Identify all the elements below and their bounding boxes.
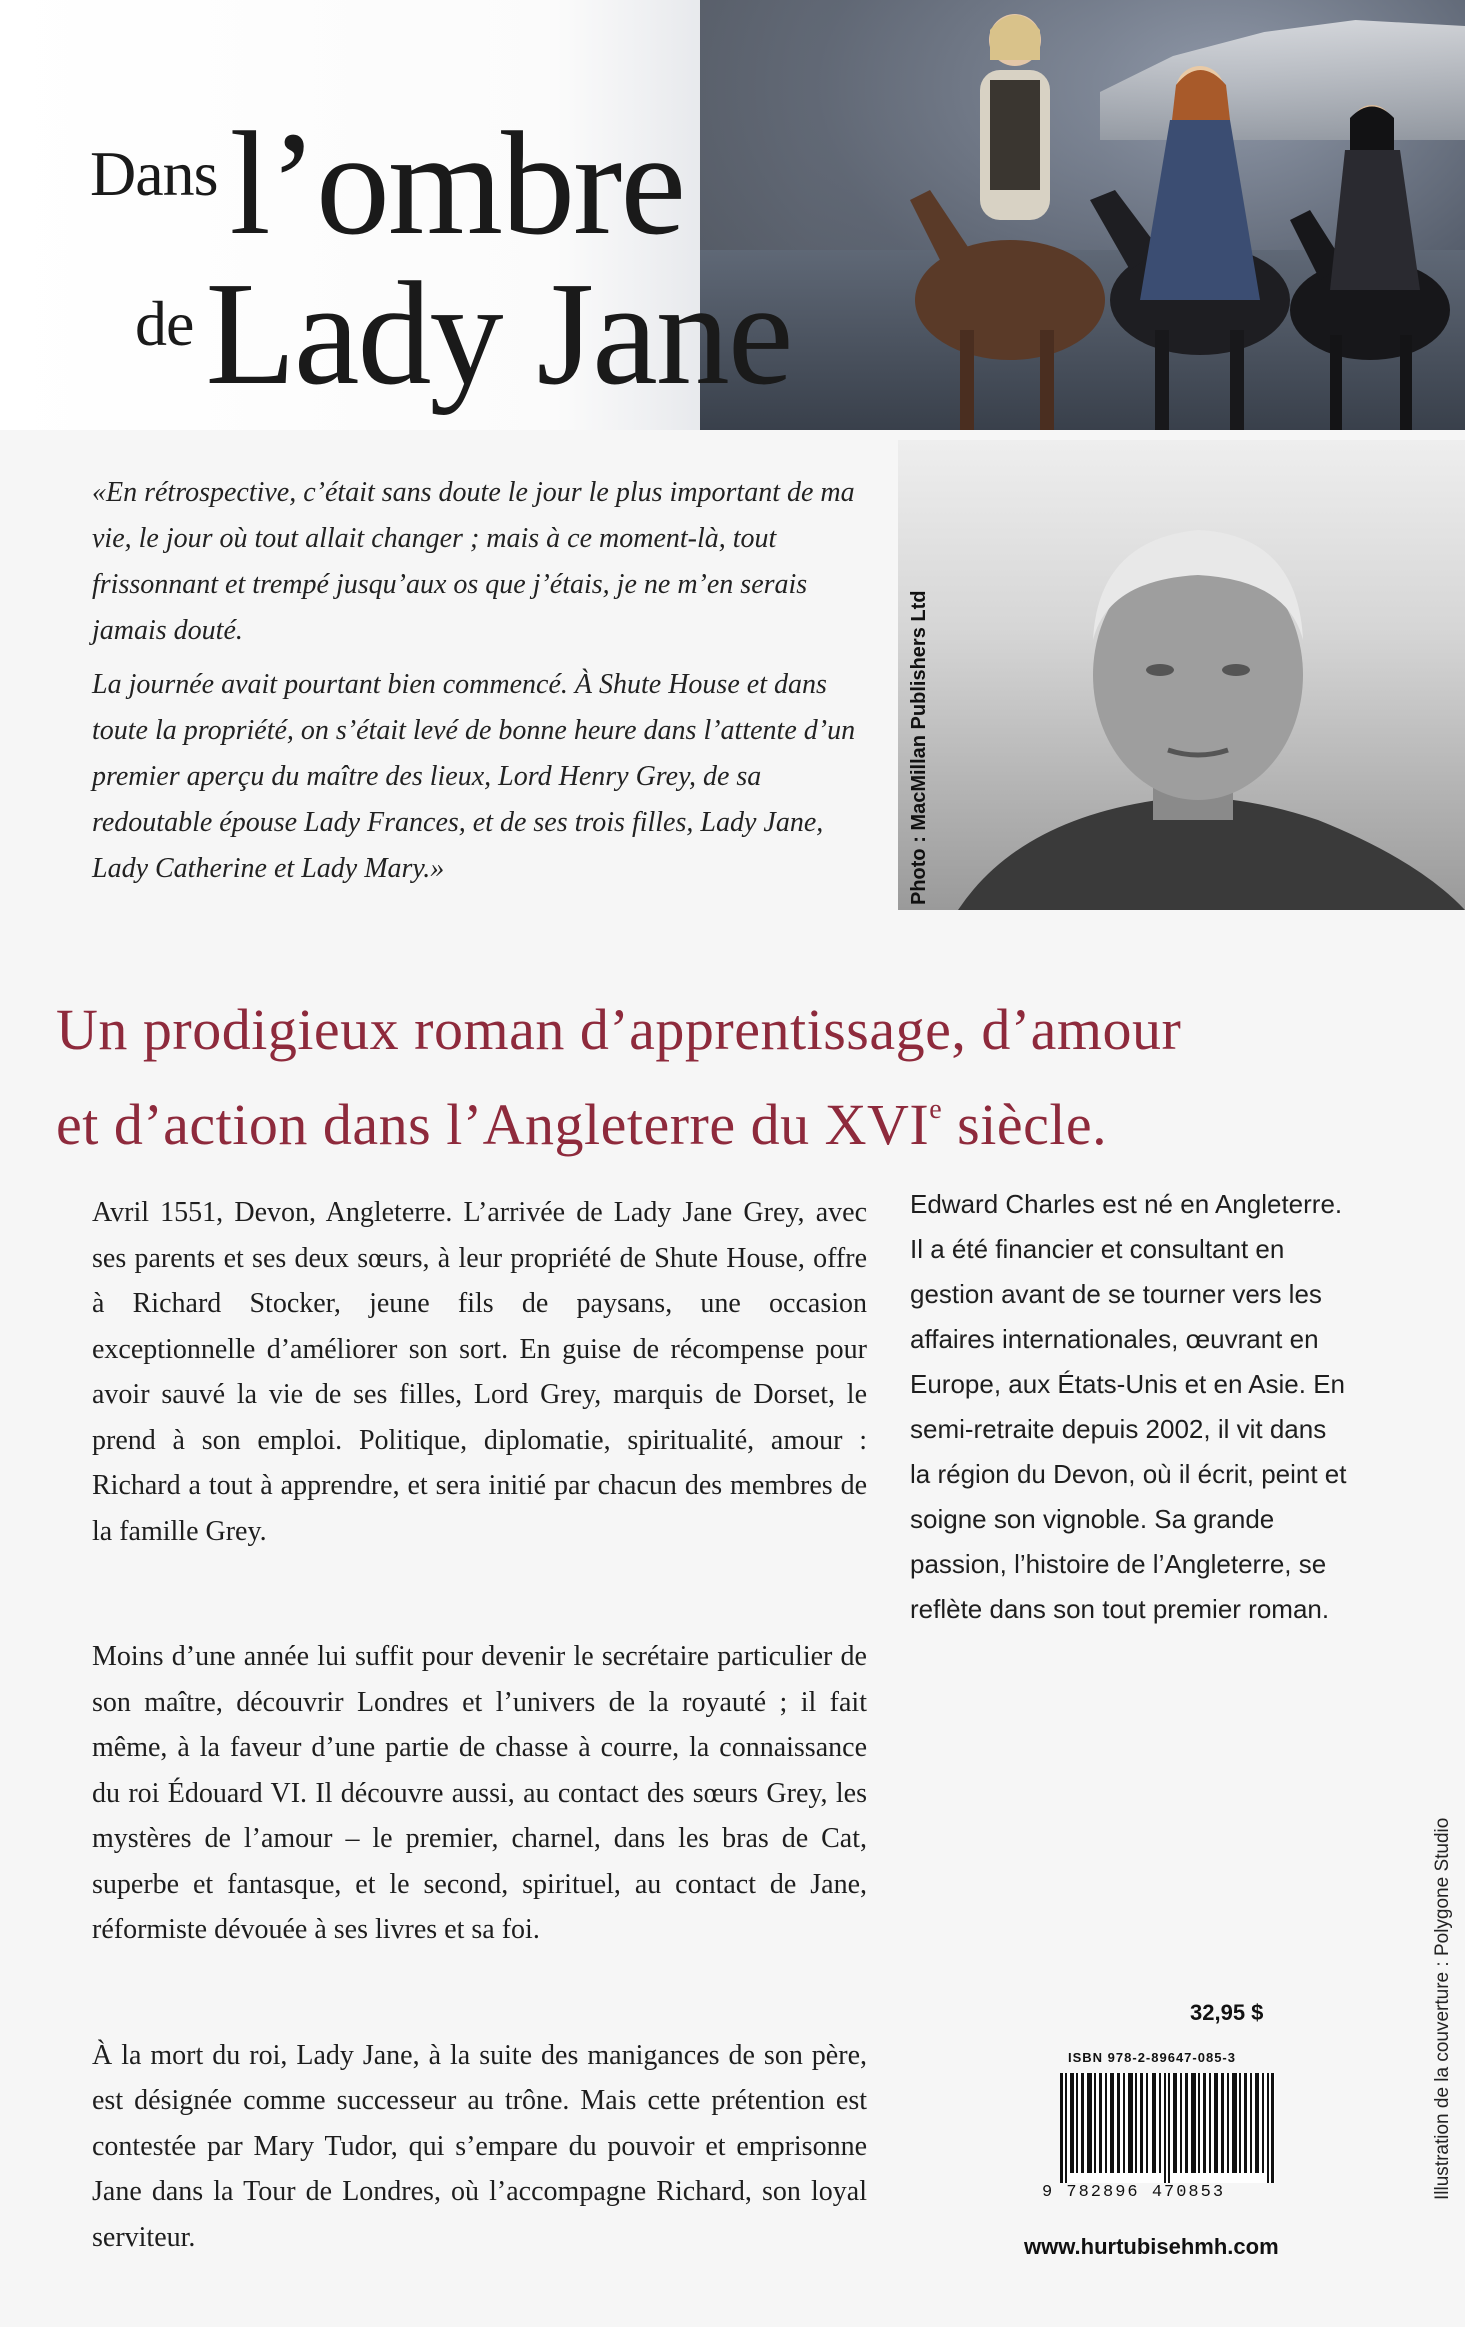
synopsis	[92, 1190, 867, 2260]
tagline-line-1: Un prodigieux roman d’apprentissage, d’amour	[56, 997, 1182, 1062]
price: 32,95 $	[1190, 2000, 1264, 2025]
quote-paragraph: «En rétrospective, c’était sans doute le jour le plus important de ma vie, le jour où tout allait changer ; mais à ce moment-là, tout frissonnant et trempé jusqu’aux os que j’étais, je ne m’en serais jamais douté.	[92, 477, 855, 646]
title-line-2	[135, 252, 792, 416]
isbn: ISBN 978-2-89647-085-3	[1068, 2050, 1236, 2065]
title-word-de: de	[135, 288, 194, 359]
barcode	[1060, 2073, 1275, 2183]
tagline-line-2-text: et d’action dans l’Angleterre du XVI	[56, 1092, 930, 1157]
excerpt-quote	[92, 470, 862, 900]
quote-paragraph: La journée avait pourtant bien commencé. À Shute House et dans toute la propriété, on s’était levé de bonne heure dans l’attente d’un premier aperçu du maître des lieux, Lord Henry Grey, de sa redoutable épouse Lady Frances, et de ses trois filles, Lady Jane, Lady Catherine et Lady Mary.»	[92, 669, 856, 884]
photo-credit: Photo : MacMillan Publishers Ltd	[908, 590, 930, 905]
title-word-dans: Dans	[90, 138, 218, 209]
synopsis-paragraph: À la mort du roi, Lady Jane, à la suite des manigances de son père, est désignée comme successeur au trône. Mais cette prétention est contestée par Mary Tudor, qui s’empare du pouvoir et emprisonne Jane dans la Tour de Londres, où l’accompagne Richard, son loyal serviteur.	[92, 2039, 867, 2253]
title-word-lady-jane: Lady Jane	[205, 252, 792, 416]
tagline-line-2-end: siècle.	[942, 1092, 1108, 1157]
barcode-number: 9 782896 470853	[1042, 2183, 1226, 2202]
tagline	[56, 990, 1436, 1165]
tagline-line-2	[56, 1070, 1436, 1165]
title-line-1	[90, 102, 685, 266]
publisher-website[interactable]: www.hurtubisehmh.com	[1024, 2234, 1279, 2259]
title-word-ombre: l’ombre	[229, 102, 685, 266]
synopsis-paragraph: Moins d’une année lui suffit pour devenir le secrétaire particulier de son maître, découvrir Londres et l’univers de la royauté ; il fait même, à la faveur d’une partie de chasse à courre, la connaissance du roi Édouard VI. Il découvre aussi, au contact des sœurs Grey, les mystères de l’amour – le premier, charnel, dans les bras de Cat, superbe et fantasque, et le second, spirituel, au contact de Jane, réformiste dévouée à ses livres et sa foi.	[92, 1641, 867, 1945]
author-bio: Edward Charles est né en Angleterre. Il a été financier et consultant en gestion avant de se tourner vers les affaires internationales, œuvrant en Europe, aux États-Unis et en Asie. En semi-retraite depuis 2002, il vit dans la région du Devon, où il écrit, peint et soigne son vignoble. Sa grande passion, l’histoire de l’Angleterre, se reflète dans son tout premier roman.	[910, 1189, 1347, 1624]
synopsis-paragraph: Avril 1551, Devon, Angleterre. L’arrivée de Lady Jane Grey, avec ses parents et ses deux sœurs, à leur propriété de Shute House, offre à Richard Stocker, jeune fils de paysans, une occasion exceptionnelle d’améliorer son sort. En guise de récompense pour avoir sauvé la vie de ses filles, Lord Grey, marquis de Dorset, le prend à son emploi. Politique, diplomatie, spiritualité, amour : Richard a tout à apprendre, et sera initié par chacun des membres de la famille Grey.	[92, 1197, 867, 1547]
author-photo	[898, 440, 1465, 910]
cover-illustration-credit: Illustration de la couverture : Polygone Studio	[1432, 1817, 1453, 2200]
tagline-superscript: e	[929, 1094, 943, 1125]
riders-illustration	[900, 0, 1465, 430]
author-portrait	[898, 440, 1465, 910]
